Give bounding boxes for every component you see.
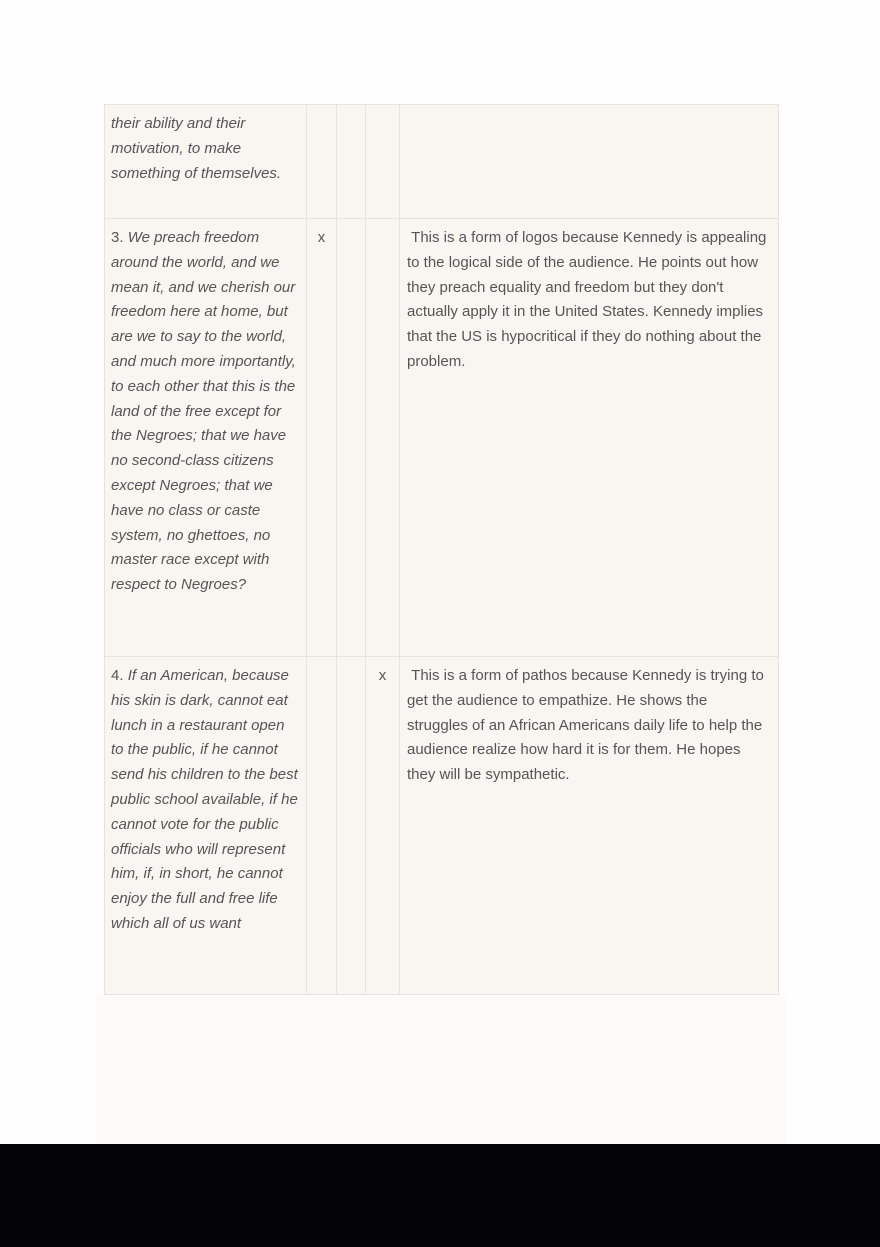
mark-cell-pathos: x (366, 657, 400, 995)
analysis-cell (400, 657, 779, 995)
table-row (105, 219, 779, 657)
quote-text: their ability and their motivation, to make something of themselves. (111, 115, 282, 182)
mark-cell-logos (337, 219, 366, 657)
quote-cell (105, 219, 307, 657)
mark-cell-ethos (307, 105, 337, 219)
analysis-cell (400, 219, 779, 657)
analysis-text: This is a form of pathos because Kennedy is trying to get the audience to empathize. He shows the struggles of an African Americans daily life to help the audience realize how hard it is for them. He hopes they will be sympathetic. (407, 667, 764, 784)
table-row (105, 657, 779, 995)
quote-text: We preach freedom around the world, and we mean it, and we cherish our freedom here at home, but are we to say to the world, and much more importantly, to each other that this is the land of the free except for the Negroes; that we have no second-class citizens except Negroes; that we have no class or caste system, no ghettoes, no master race except with respect to Negroes? (111, 229, 296, 594)
analysis-cell (400, 105, 779, 219)
mark-cell-ethos (307, 657, 337, 995)
mark-cell-pathos (366, 219, 400, 657)
table-row (105, 105, 779, 219)
mark-cell-pathos (366, 105, 400, 219)
quote-cell (105, 105, 307, 219)
analysis-text: This is a form of logos because Kennedy is appealing to the logical side of the audience. He points out how they preach equality and freedom but they don't actually apply it in the United States. Kennedy implies that the US is hypocritical if they do nothing about the problem. (407, 229, 767, 370)
quote-number: 4. (111, 667, 124, 684)
page-shade (96, 994, 786, 1144)
mark-cell-ethos: x (307, 219, 337, 657)
quote-number: 3. (111, 229, 124, 246)
mark-cell-logos (337, 105, 366, 219)
viewer-background (0, 1144, 880, 1247)
quote-cell (105, 657, 307, 995)
rhetorical-analysis-table (104, 104, 779, 995)
quote-text: If an American, because his skin is dark, cannot eat lunch in a restaurant open to the public, if he cannot send his children to the best public school available, if he cannot vote for the public officials who will represent him, if, in short, he cannot enjoy the full and free life which all of us want (111, 667, 298, 932)
mark-cell-logos (337, 657, 366, 995)
